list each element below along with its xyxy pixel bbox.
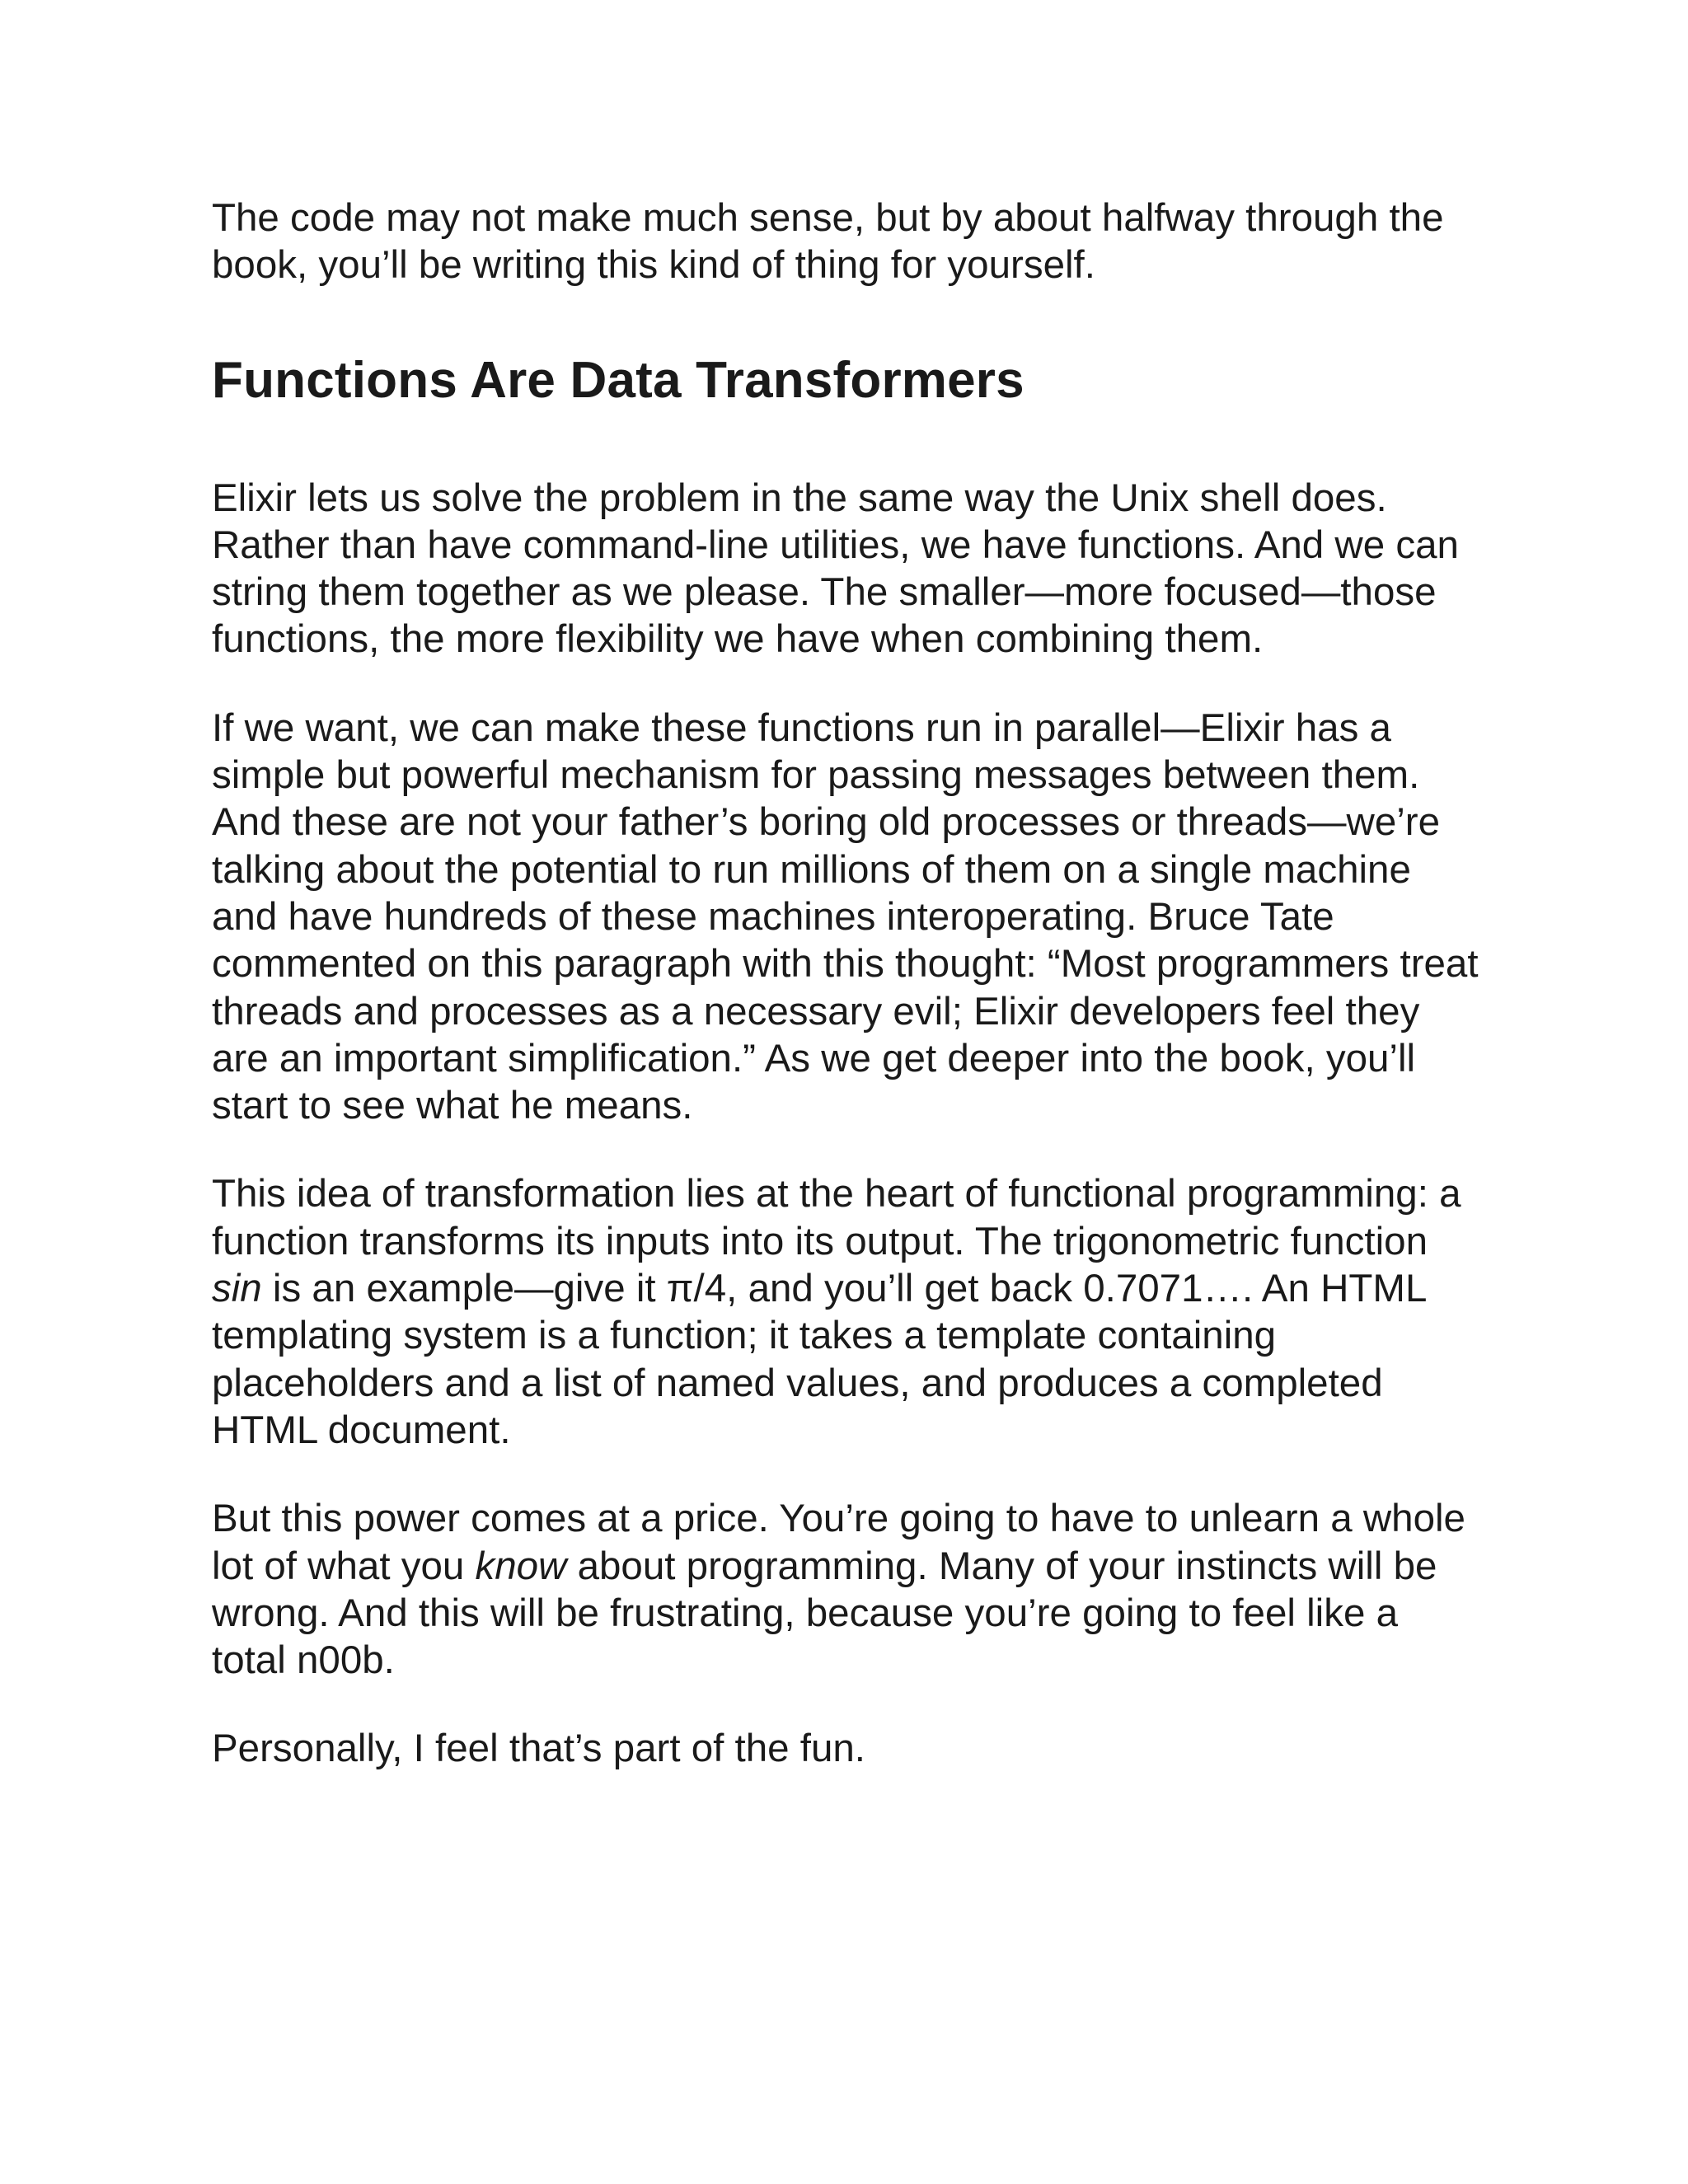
paragraph-unix-shell: Elixir lets us solve the problem in the same way the Unix shell does. Rather than have command-line utilities, we have functions. And we can string them together as we please. The smaller—more focused—those functions, the more flexibility we have when combining them. [212,476,1459,662]
paragraph-parallel: If we want, we can make these functions run in parallel—Elixir has a simple but powerful mechanism for passing messages between them. And these are not your father’s boring old processes or threads—we’re talking about the potential to run millions of them on a single machine and have hundreds of these machines interoperating. Bruce Tate commented on this paragraph with this thought: “Most programmers treat threads and processes as a necessary evil; Elixir developers feel they are an important simplification.” As we get deeper into the book, you’ll start to see what he means. [212,705,1479,1128]
intro-paragraph: The code may not make much sense, but by about halfway through the book, you’ll be writing this kind of thing for yourself. [212,196,1444,288]
section-heading: Functions Are Data Transformers [212,351,1025,409]
paragraph-transformation [212,1170,1481,1454]
paragraph-fun: Personally, I feel that’s part of the fun. [212,1727,866,1771]
paragraph-text: is an example—give it π/4, and you’ll get back 0.7071…. An HTML templating system is a function; it takes a template containing placeholders and a list of named values, and produces a completed HTML document. [212,1267,1426,1452]
emphasis-know: know [475,1544,567,1588]
emphasis-sin: sin [212,1267,262,1311]
paragraph-price [212,1495,1481,1684]
page-content [212,194,1481,1814]
paragraph-text: This idea of transformation lies at the heart of functional programming: a function transforms its inputs into its output. The trigonometric function [212,1172,1461,1263]
paragraph-text: about programming. Many of your instincts will be wrong. And this will be frustrating, because you’re going to feel like a total n00b. [212,1544,1437,1683]
paragraph-text: But this power comes at a price. You’re going to have to unlearn a whole lot of what you [212,1497,1465,1588]
